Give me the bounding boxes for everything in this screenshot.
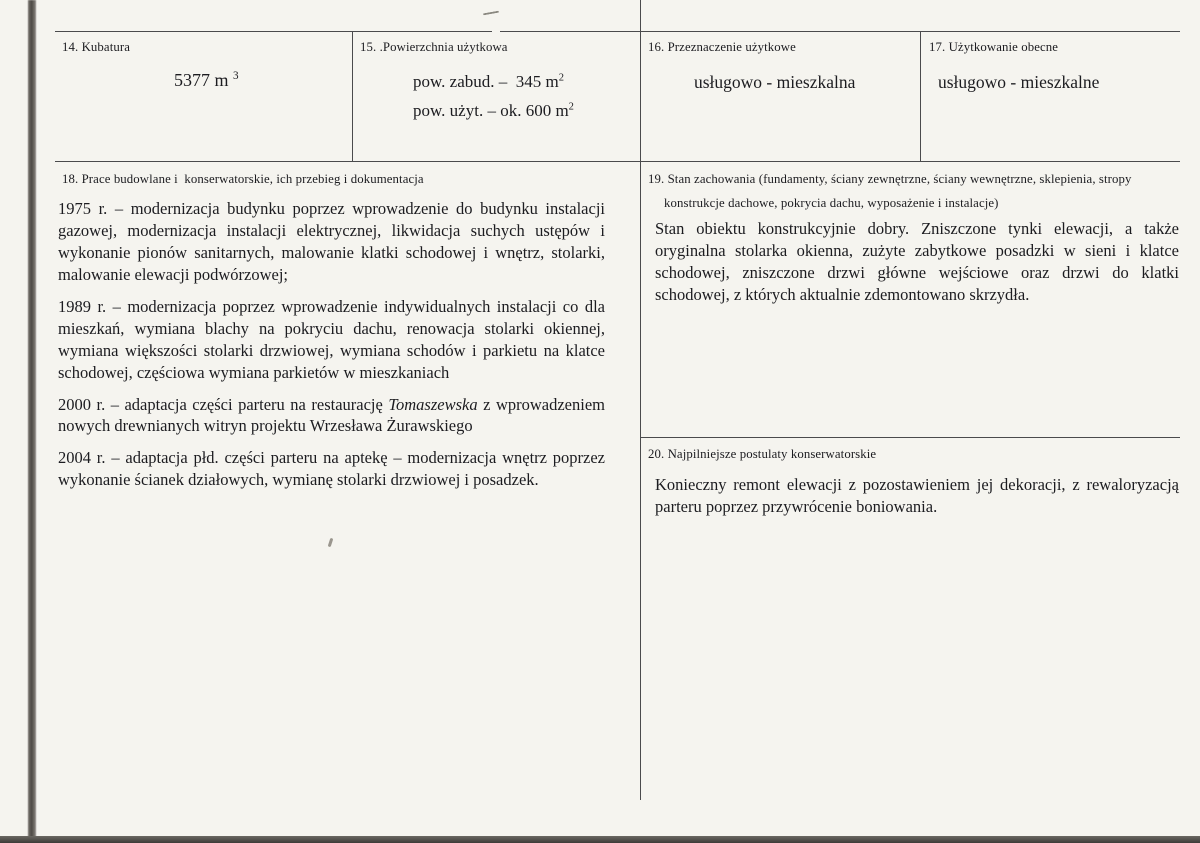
- top-rule-right: [500, 31, 1180, 32]
- field-19-label-line2: konstrukcje dachowe, pokrycia dachu, wyposażenie i instalacje): [664, 196, 999, 210]
- field-19-paragraph: Stan obiektu konstrukcyjnie dobry. Zniszczone tynki elewacji, a także oryginalna stolarka okienna, zużyte zabytkowe posadzki w sieni i klatce schodowej, zniszczone drzwi główne wejściowe oraz drzwi do klatki schodowej, z których aktualnie zdemontowano skrzydła.: [655, 219, 1179, 304]
- field-18-paragraph-2000: [58, 394, 605, 438]
- field-17-label: 17. Użytkowanie obecne: [929, 40, 1059, 54]
- top-rule-left: [55, 31, 492, 32]
- field-15-usable-area: [413, 101, 574, 121]
- field-20-paragraph: Konieczny remont elewacji z pozostawieniem jej dekoracji, z rewaloryzacją parteru poprzez przywrócenie boniowania.: [655, 475, 1179, 516]
- row1-bottom-rule-right: [640, 161, 1180, 162]
- field-18-restaurant-name-italic: Tomaszewska: [388, 394, 478, 414]
- field-15-usable-area-superscript: 2: [568, 101, 574, 113]
- row1-bottom-rule-left: [55, 161, 640, 162]
- field-17-value: usługowo - mieszkalne: [938, 72, 1100, 92]
- field-18-paragraph-2000-end: z wprowadzeniem nowych drewnianych witryn projektu Wrzesława Żurawskiego: [58, 394, 605, 436]
- field-18-paragraph-1989: 1989 r. – modernizacja poprzez wprowadzenie indywidualnych instalacji co dla mieszkań, wymiana blachy na pokryciu dachu, renowacja stolarki okiennej, wymiana większości stolarki drzwiowej, wymiana schodów i parkietu na klatce schodowej, częściowa wymiana parkietów w mieszkaniach: [58, 296, 605, 382]
- field-18-paragraph-2004: 2004 r. – adaptacja płd. części parteru na aptekę – modernizacja wnętrz poprzez wykonanie ścianek działowych, wymianę stolarki drzwiowej i posadzek.: [58, 448, 605, 490]
- field-18-paragraph-2000-start: 2000 r. – adaptacja części parteru na restaurację: [58, 394, 389, 414]
- field-16-label: 16. Przeznaczenie użytkowe: [648, 40, 796, 54]
- field-14-value-superscript: 3: [233, 70, 239, 82]
- field-14-value-text: 5377 m: [174, 70, 234, 90]
- divider-field14-field15: [352, 31, 353, 161]
- field-15-usable-area-text: pow. użyt. – ok. 600 m: [413, 101, 569, 120]
- field-15-built-area-text: pow. zabud. – 345 m: [413, 72, 559, 91]
- divider-field16-field17: [920, 31, 921, 161]
- scan-artifact-mark: [483, 11, 499, 16]
- scan-edge-bottom: [0, 836, 1200, 843]
- field-15-label: 15. .Powierzchnia użytkowa: [360, 40, 508, 54]
- field-15-built-area: [413, 72, 564, 92]
- field-20-body: [655, 474, 1179, 528]
- field-18-paragraph-1975: 1975 r. – modernizacja budynku poprzez wprowadzenie do budynku instalacji gazowej, modernizacja instalacji elektrycznej, likwidacja suchych ustępów i wykonanie pionów sanitarnych, malowanie klatki schodowej i wnętrz, stolarki, malowanie elewacji podwórzowej;: [58, 199, 605, 284]
- scan-artifact-speck: [328, 538, 334, 547]
- field-14-value: [174, 70, 239, 91]
- field-16-value: usługowo - mieszkalna: [694, 72, 856, 92]
- field-18-body: [58, 198, 605, 501]
- center-column-divider: [640, 0, 641, 800]
- field-15-built-area-superscript: 2: [558, 72, 565, 84]
- field-18-label: 18. Prace budowlane i konserwatorskie, ich przebieg i dokumentacja: [62, 172, 424, 186]
- field-20-label: 20. Najpilniejsze postulaty konserwatorskie: [648, 447, 877, 461]
- field-19-label-line1: 19. Stan zachowania (fundamenty, ściany zewnętrzne, ściany wewnętrzne, sklepienia, stropy: [648, 172, 1132, 186]
- field-19-body: [655, 218, 1179, 316]
- divider-field19-field20: [640, 437, 1180, 438]
- scan-edge-left: [28, 0, 36, 843]
- field-14-label: 14. Kubatura: [62, 40, 131, 54]
